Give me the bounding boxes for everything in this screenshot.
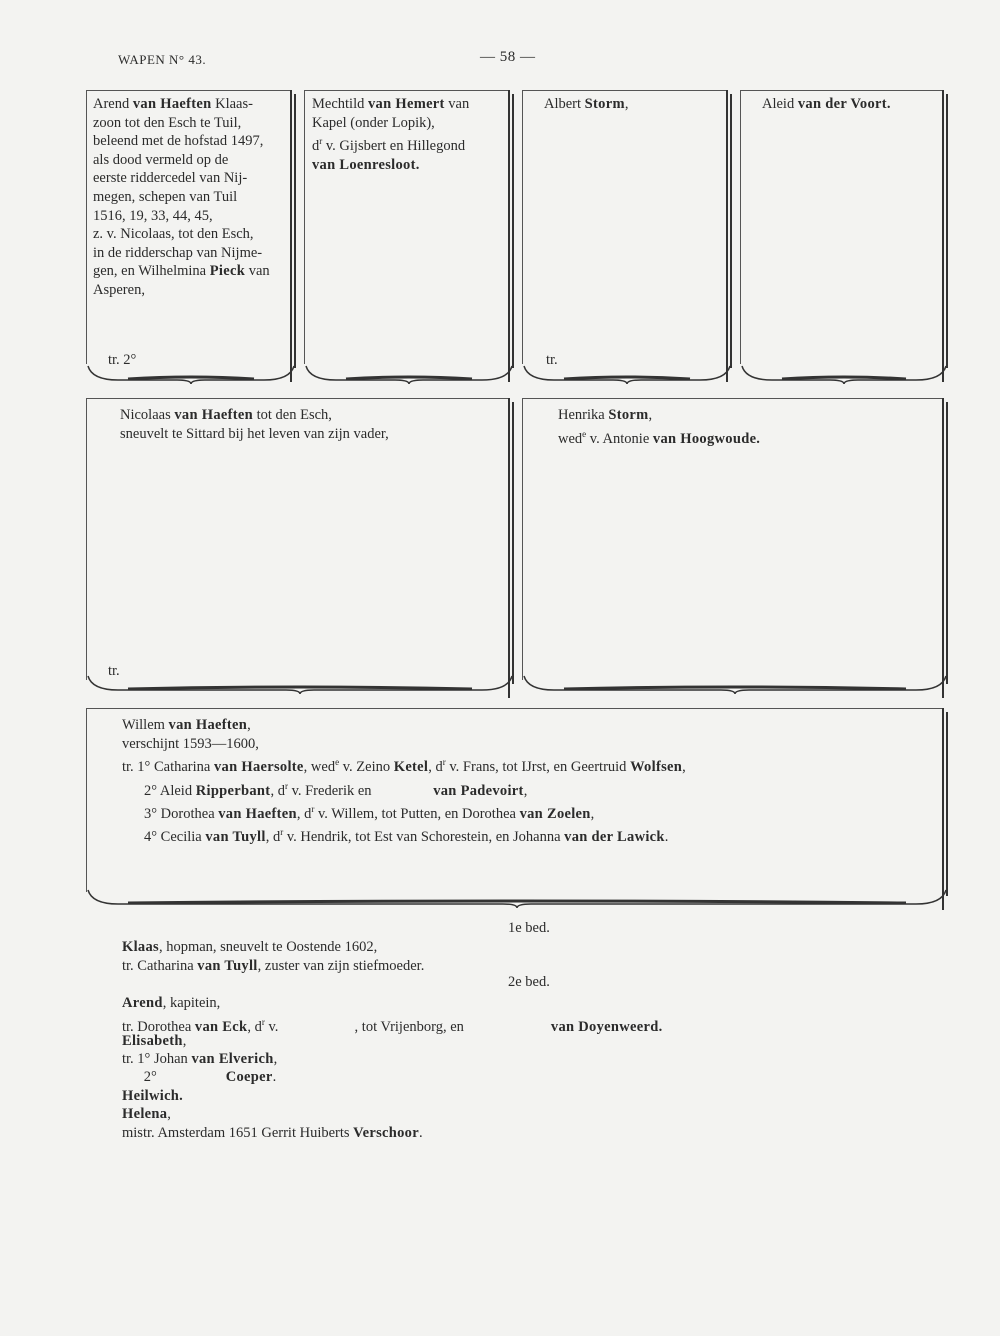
bold-name: Klaas — [122, 939, 159, 955]
child-line: tr. 1° Johan van Elverich, — [122, 1051, 278, 1067]
superscript: r — [284, 780, 288, 791]
bold-name: Helena — [122, 1106, 168, 1122]
text-line: Kapel (onder Lopik), — [312, 114, 435, 131]
text-line: als dood vermeld op de — [93, 151, 229, 168]
text-line: tr. 1° Catharina van Haersolte, wed$^e$ v. Zeino Ketel, $d^r$ v. Frans, tot IJrst, en Geertruid Wolfsen, — [122, 757, 686, 776]
text-line: Nicolaas van Haeften tot den Esch, — [120, 407, 332, 423]
bold-name: van Loenresloot. — [312, 156, 420, 173]
child-line: Elisabeth, — [122, 1033, 187, 1049]
text-line: 2° Aleid Ripperbant, $d^r$ v. Frederik en van Padevoirt, — [144, 780, 528, 799]
text-line: Arend van Haeften Klaas- — [93, 96, 253, 112]
page-number: — 58 — — [480, 49, 536, 65]
text-line: wed$^e$ v. Antonie van Hoogwoude. — [558, 428, 761, 447]
text-line: beleend met de hofstad 1497, — [93, 133, 264, 150]
box-nicolaas-van-haeften — [86, 398, 510, 698]
box-text — [544, 95, 724, 114]
bold-name: Pieck — [209, 263, 246, 280]
box-arend-van-haeften — [86, 90, 292, 382]
bold-name: Ripperbant — [195, 782, 271, 799]
text-line: sneuvelt te Sittard bij het leven van zijn vader, — [120, 425, 389, 442]
bold-name: van Zoelen — [519, 805, 591, 822]
bed-2-text: 2e bed. — [508, 974, 550, 990]
bed-1-label — [508, 920, 550, 937]
bold-name: van Haersolte — [213, 759, 304, 776]
child-line: Arend, kapitein, — [122, 995, 221, 1011]
bold-name: Heilwich. — [122, 1088, 184, 1104]
box-text — [762, 95, 942, 114]
tr-label: tr. — [108, 663, 120, 679]
bold-name: Storm — [584, 96, 625, 112]
box-willem-van-haeften — [86, 708, 944, 910]
tr-label: tr. — [546, 352, 558, 368]
text-line: gen, en Wilhelmina Pieck van — [93, 263, 270, 280]
bold-name: van Tuyll — [205, 829, 266, 846]
child-line: tr. Dorothea van Eck, $d^r$ v. , tot Vrijenborg, en van Doyenweerd. — [122, 1017, 663, 1035]
tr-label: tr. 2° — [108, 352, 137, 368]
text-line: Willem van Haeften, — [122, 717, 251, 733]
text-line: in de ridderschap van Nijme- — [93, 244, 263, 261]
bed-1-text: 1e bed. — [508, 920, 550, 936]
child-line: mistr. Amsterdam 1651 Gerrit Huiberts Verschoor. — [122, 1125, 423, 1141]
child-line: Helena, — [122, 1106, 171, 1122]
bold-name: van Haeften — [174, 407, 253, 423]
bold-name: Elisabeth — [122, 1033, 183, 1049]
box-text — [93, 95, 287, 300]
superscript: r — [311, 804, 315, 815]
superscript: r — [280, 827, 284, 838]
bold-name: Arend — [122, 995, 163, 1011]
bold-name: van Elverich — [191, 1051, 274, 1067]
text-line: Henrika Storm, — [558, 407, 653, 423]
bold-name: Coeper — [225, 1069, 273, 1085]
box-text — [558, 406, 938, 448]
text-line: z. v. Nicolaas, tot den Esch, — [93, 226, 254, 243]
text-line: Asperen, — [93, 281, 145, 298]
superscript: r — [319, 136, 323, 147]
bold-name: Verschoor — [353, 1125, 419, 1141]
text-line: megen, schepen van Tuil — [93, 188, 238, 205]
bold-name: Wolfsen — [630, 759, 683, 776]
text-line: verschijnt 1593—1600, — [122, 735, 259, 752]
superscript: r — [261, 1017, 265, 1027]
child-line: 2° Coeper. — [122, 1069, 277, 1085]
child-line — [122, 1087, 183, 1106]
bold-name: van Haeften — [132, 96, 212, 112]
text-line: zoon tot den Esch te Tuil, — [93, 114, 242, 131]
text-line: Albert Storm, — [544, 96, 629, 112]
text-line: 1516, 19, 33, 44, 45, — [93, 207, 213, 224]
box-henrika-storm — [522, 398, 944, 698]
bold-name: van der Voort. — [797, 96, 891, 112]
superscript: e — [335, 757, 340, 768]
bold-name: van Eck — [194, 1018, 248, 1035]
bold-name: van Hemert — [367, 96, 445, 112]
bold-name: van der Lawick — [564, 829, 665, 846]
text-line — [312, 156, 506, 175]
box-albert-storm — [522, 90, 728, 382]
child-line: Klaas, hopman, sneuvelt te Oostende 1602, — [122, 939, 378, 955]
page-header-left: WAPEN N° 43. — [118, 52, 207, 67]
bold-name: Ketel — [393, 759, 429, 776]
box-text — [312, 95, 506, 174]
text-line: 3° Dorothea van Haeften, $d^r$ v. Willem, tot Putten, en Dorothea van Zoelen, — [144, 804, 595, 822]
box-aleid-van-der-voort — [740, 90, 944, 382]
bold-name: van Doyenweerd. — [550, 1018, 663, 1035]
bold-name: van Tuyll — [197, 958, 258, 974]
text-line: $d^r$ v. Gijsbert en Hillegond — [312, 136, 466, 155]
child-line: tr. Catharina van Tuyll, zuster van zijn stiefmoeder. — [122, 958, 425, 974]
bold-name: Storm — [608, 407, 649, 423]
box-text — [122, 716, 922, 847]
text-line: Mechtild van Hemert van — [312, 96, 470, 112]
text-line: Aleid van der Voort. — [762, 96, 891, 112]
superscript: e — [582, 428, 587, 439]
bold-name: van Hoogwoude. — [652, 430, 761, 447]
bed-2-label — [508, 974, 550, 991]
text-line: 4° Cecilia van Tuyll, $d^r$ v. Hendrik, tot Est van Schorestein, en Johanna van der Lawick. — [144, 827, 669, 846]
bold-name: van Haeften — [168, 717, 248, 733]
text-line: eerste riddercedel van Nij- — [93, 170, 248, 187]
bold-name: van Padevoirt — [433, 782, 524, 799]
box-mechtild-van-hemert — [304, 90, 510, 382]
superscript: r — [442, 757, 446, 768]
bold-name: van Haeften — [218, 805, 297, 822]
box-text — [120, 406, 500, 443]
